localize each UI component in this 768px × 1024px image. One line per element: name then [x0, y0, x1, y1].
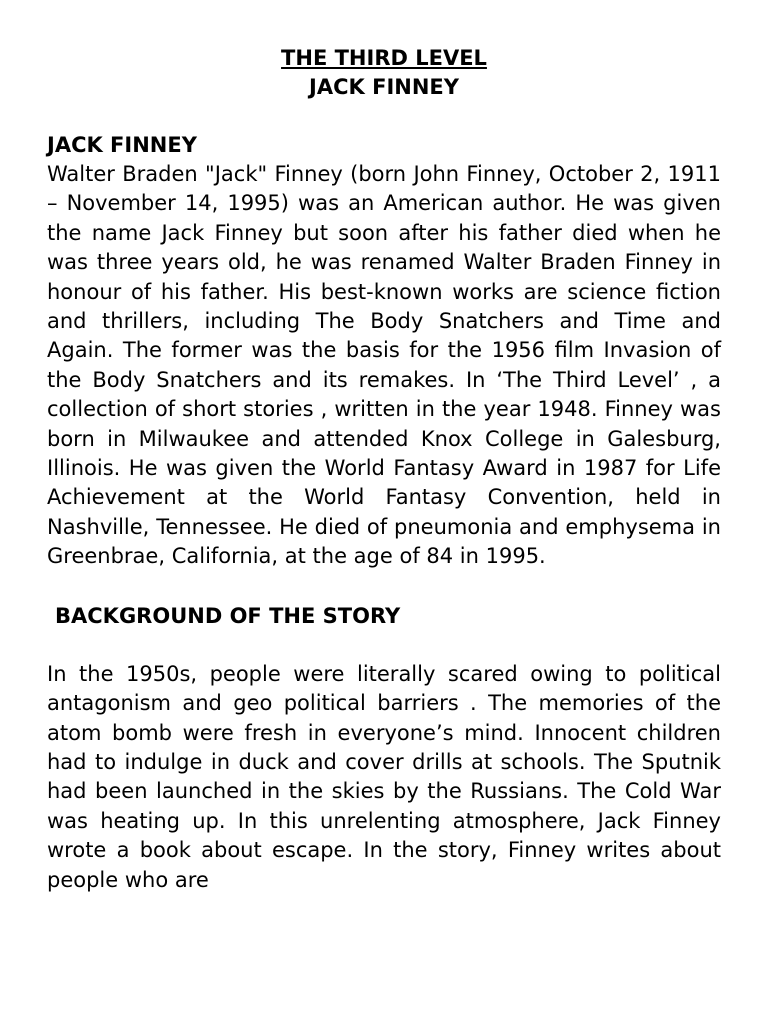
section-heading-author: JACK FINNEY — [47, 133, 197, 157]
background-paragraph: In the 1950s, people were literally scared owing to political antagonism and geo political barriers . The memories of the atom bomb were fresh in everyone’s mind. Innocent children had to indulge in duck and cover drills at schools. The Sputnik had been launched in the skies by the Russians. The Cold War was heating up. In this unrelenting atmosphere, Jack Finney wrote a book about escape. In the story, Finney writes about people who are — [47, 661, 721, 892]
document-title: THE THIRD LEVEL — [281, 46, 487, 70]
document-author: JACK FINNEY — [309, 75, 459, 99]
section-heading-background: BACKGROUND OF THE STORY — [55, 603, 401, 628]
document-page — [47, 44, 721, 895]
document-header — [47, 44, 721, 102]
author-biography-paragraph: Walter Braden "Jack" Finney (born John Finney, October 2, 1911 – November 14, 1995) was an American author. He was given the name Jack Finney but soon after his father died when he was three years old, he was renamed Walter Braden Finney in honour of his father. His best-known works are science fiction and thrillers, including The Body Snatchers and Time and Again. The former was the basis for the 1956 film Invasion of the Body Snatchers and its remakes. In ‘The Third Level’ , a collection of short stories , written in the year 1948. Finney was born in Milwaukee and attended Knox College in Galesburg, Illinois. He was given the World Fantasy Award in 1987 for Life Achievement at the World Fantasy Convention, held in Nashville, Tennessee. He died of pneumonia and emphysema in Greenbrae, California, at the age of 84 in 1995. — [47, 162, 721, 569]
